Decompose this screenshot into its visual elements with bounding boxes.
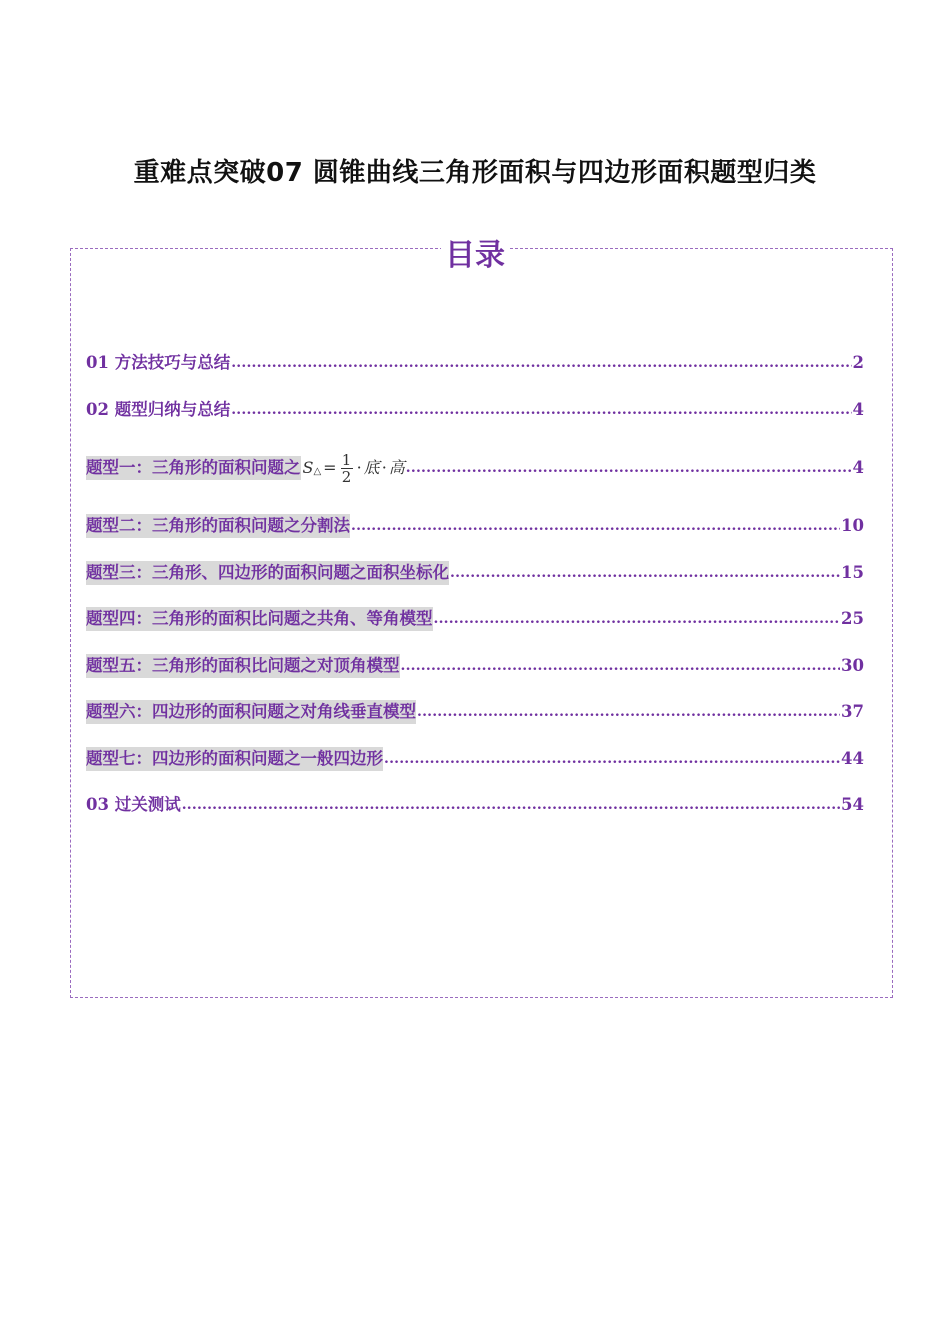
toc-entry-page: 44 xyxy=(841,749,864,768)
toc-leader-dots xyxy=(351,518,840,538)
formula-numerator: 1 xyxy=(341,450,352,469)
toc-entry-methods[interactable] xyxy=(86,351,864,375)
toc-heading-text: 目录 xyxy=(441,238,509,273)
toc-entry-page: 10 xyxy=(841,516,864,535)
toc-leader-dots xyxy=(417,704,840,724)
toc-entry-label: 03 过关测试 xyxy=(86,795,181,814)
toc-entry-test[interactable] xyxy=(86,793,864,817)
formula-base: 底 xyxy=(363,458,380,477)
area-formula xyxy=(303,450,405,486)
toc-leader-dots xyxy=(450,565,840,585)
toc-entry-type-6[interactable] xyxy=(86,700,864,724)
formula-denominator: 2 xyxy=(341,467,352,486)
toc-entry-summary[interactable] xyxy=(86,398,864,422)
toc-entry-label: 题型六：四边形的面积问题之对角线垂直模型 xyxy=(86,700,416,724)
toc-leader-dots xyxy=(406,460,852,480)
document-title: 重难点突破07 圆锥曲线三角形面积与四边形面积题型归类 xyxy=(133,158,817,188)
toc-leader-dots xyxy=(231,402,851,422)
formula-triangle-subscript: △ xyxy=(313,466,322,477)
toc-entry-label: 题型七：四边形的面积问题之一般四边形 xyxy=(86,747,383,771)
toc-entry-page: 15 xyxy=(841,563,864,582)
toc-entry-page: 25 xyxy=(841,609,864,628)
toc-leader-dots xyxy=(231,355,851,375)
toc-entry-label: 题型五：三角形的面积比问题之对顶角模型 xyxy=(86,654,400,678)
toc-entry-type-4[interactable] xyxy=(86,607,864,631)
formula-s: S xyxy=(302,458,314,477)
toc-entry-type-7[interactable] xyxy=(86,747,864,771)
toc-entry-label: 题型二：三角形的面积问题之分割法 xyxy=(86,514,350,538)
toc-entry-page: 54 xyxy=(841,795,864,814)
toc-leader-dots xyxy=(384,751,840,771)
toc-entry-label: 题型一：三角形的面积问题之 xyxy=(86,456,301,480)
toc-entry-label: 02 题型归纳与总结 xyxy=(86,400,231,419)
formula-equals: = xyxy=(323,458,337,477)
toc-entry-label: 01 方法技巧与总结 xyxy=(86,353,231,372)
formula-height: 高 xyxy=(388,458,405,477)
toc-entry-page: 30 xyxy=(841,656,864,675)
toc-heading xyxy=(0,230,950,274)
toc-leader-dots xyxy=(401,658,841,678)
toc-entry-type-5[interactable] xyxy=(86,654,864,678)
toc-leader-dots xyxy=(434,611,841,631)
toc-entry-page: 4 xyxy=(852,400,864,419)
toc-entry-page: 2 xyxy=(852,353,864,372)
toc-entry-type-2[interactable] xyxy=(86,514,864,538)
formula-fraction xyxy=(341,452,353,485)
toc-entry-label: 题型四：三角形的面积比问题之共角、等角模型 xyxy=(86,607,433,631)
toc-entry-type-3[interactable] xyxy=(86,561,864,585)
toc-entry-page: 4 xyxy=(852,458,864,477)
formula-dot: · xyxy=(356,458,362,477)
toc-entry-type-1[interactable] xyxy=(86,450,864,486)
toc-leader-dots xyxy=(182,797,840,817)
formula-dot: · xyxy=(381,458,387,477)
toc-entry-label: 题型三：三角形、四边形的面积问题之面积坐标化 xyxy=(86,561,449,585)
toc-entry-page: 37 xyxy=(841,702,864,721)
